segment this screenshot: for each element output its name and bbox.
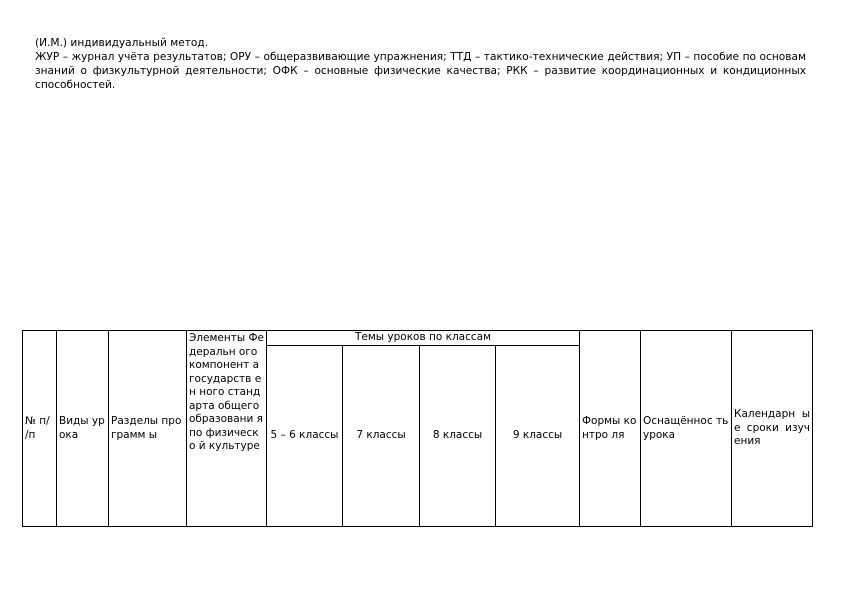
footnote-block [35, 36, 806, 92]
header-grade-8: 8 классы [420, 346, 496, 527]
header-grades-5-6: 5 – 6 классы [267, 346, 343, 527]
header-lesson-types: Виды урока [57, 331, 109, 527]
header-number: № п/ /п [23, 331, 57, 527]
header-calendar-dates: Календарн ые сроки изучения [732, 331, 813, 527]
header-grade-7: 7 классы [343, 346, 420, 527]
lesson-plan-table [22, 330, 813, 527]
header-control-forms: Формы контро ля [580, 331, 641, 527]
header-grade-9: 9 классы [496, 346, 580, 527]
header-lesson-equipment: Оснащённос ть урока [641, 331, 732, 527]
footnote-im: (И.М.) индивидуальный метод. [35, 37, 209, 49]
header-lesson-topics: Темы уроков по классам [267, 331, 580, 346]
header-program-sections: Разделы программ ы [109, 331, 187, 527]
header-standard-elements: Элементы Федеральн ого компонент а государств ен ного стандарта общего образовани я по физическо й культуре [187, 331, 267, 527]
footnote-abbreviations: ЖУР – журнал учёта результатов; ОРУ – общеразвивающие упражнения; ТТД – тактико-технические действия; УП – пособие по основам знаний о физкультурной деятельности; ОФК – основные физические качества; РКК – развитие координационных и кондиционных способностей. [35, 51, 806, 91]
